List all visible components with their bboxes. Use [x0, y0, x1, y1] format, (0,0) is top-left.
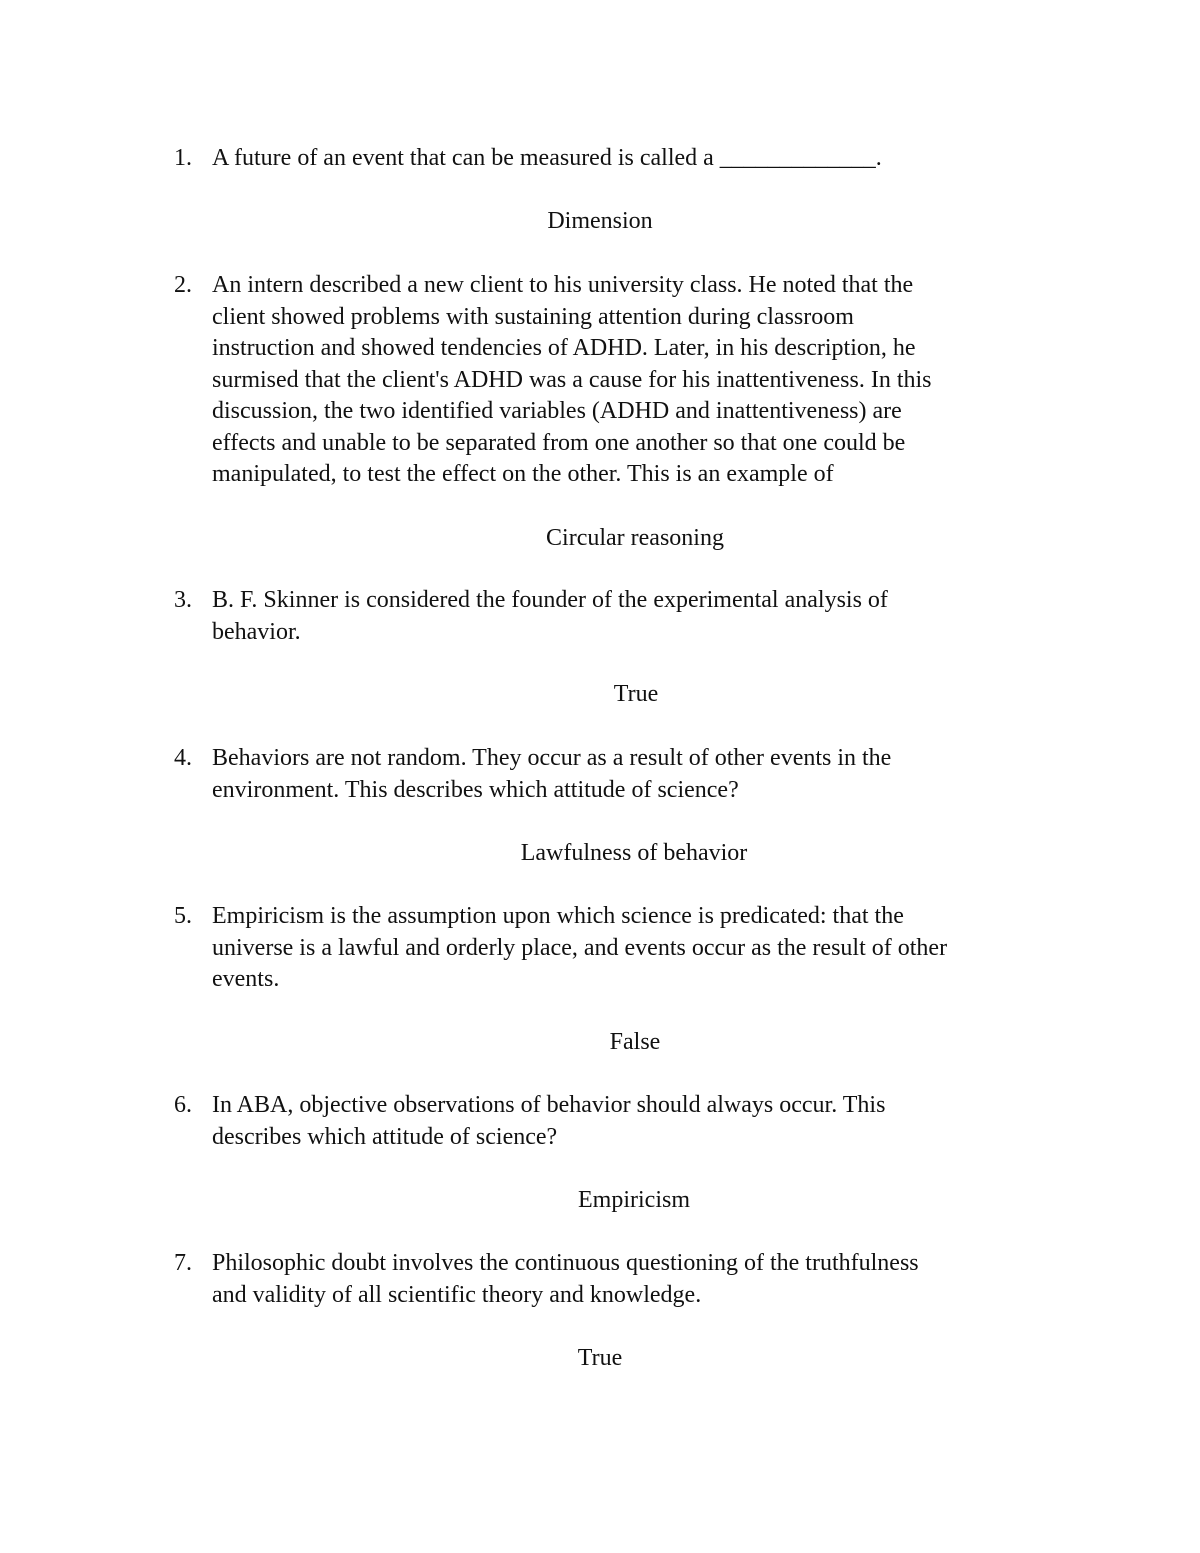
- question-text-line: Behaviors are not random. They occur as a result of other events in the: [212, 745, 892, 771]
- answer-text: Dimension: [547, 208, 653, 234]
- question-text-line: An intern described a new client to his university class. He noted that the: [212, 272, 914, 298]
- answer-text: False: [609, 1029, 661, 1055]
- question-text-line: manipulated, to test the effect on the other. This is an example of: [212, 461, 834, 487]
- question-text-line: surmised that the client's ADHD was a cause for his inattentiveness. In this: [212, 366, 932, 393]
- question-text-line: behavior.: [212, 618, 301, 645]
- question-text-line: describes which attitude of science?: [212, 1123, 558, 1150]
- question-text-line: B. F. Skinner is considered the founder of the experimental analysis of: [212, 587, 888, 613]
- question-text-line: In ABA, objective observations of behavior should always occur. This: [212, 1092, 886, 1118]
- question-text-line: effects and unable to be separated from one another so that one could be: [212, 429, 906, 456]
- answer-text: True: [613, 681, 659, 707]
- question-number: 6.: [174, 1092, 192, 1118]
- question-number: 3.: [174, 587, 192, 613]
- question-text-line: instruction and showed tendencies of ADHD. Later, in his description, he: [212, 335, 916, 361]
- question-number: 4.: [174, 745, 192, 771]
- question-text-line: environment. This describes which attitude of science?: [212, 776, 739, 803]
- question-text-line: events.: [212, 966, 280, 992]
- question-number: 1.: [174, 145, 192, 171]
- answer-text: True: [577, 1345, 623, 1371]
- answer-text: Empiricism: [578, 1187, 690, 1213]
- answer-text: Circular reasoning: [546, 525, 724, 551]
- question-text-line: Philosophic doubt involves the continuous questioning of the truthfulness: [212, 1250, 919, 1276]
- question-text-line: universe is a lawful and orderly place, and events occur as the result of other: [212, 934, 948, 961]
- question-text-line: discussion, the two identified variables (ADHD and inattentiveness) are: [212, 398, 902, 424]
- question-text-line: Empiricism is the assumption upon which science is predicated: that the: [212, 903, 904, 929]
- question-text-line: A future of an event that can be measured is called a _____________.: [212, 145, 882, 171]
- question-text-line: client showed problems with sustaining attention during classroom: [212, 303, 854, 330]
- question-number: 7.: [174, 1250, 192, 1276]
- question-text-line: and validity of all scientific theory and knowledge.: [212, 1281, 702, 1308]
- answer-text: Lawfulness of behavior: [520, 840, 748, 866]
- question-number: 2.: [174, 272, 192, 298]
- question-number: 5.: [174, 903, 192, 929]
